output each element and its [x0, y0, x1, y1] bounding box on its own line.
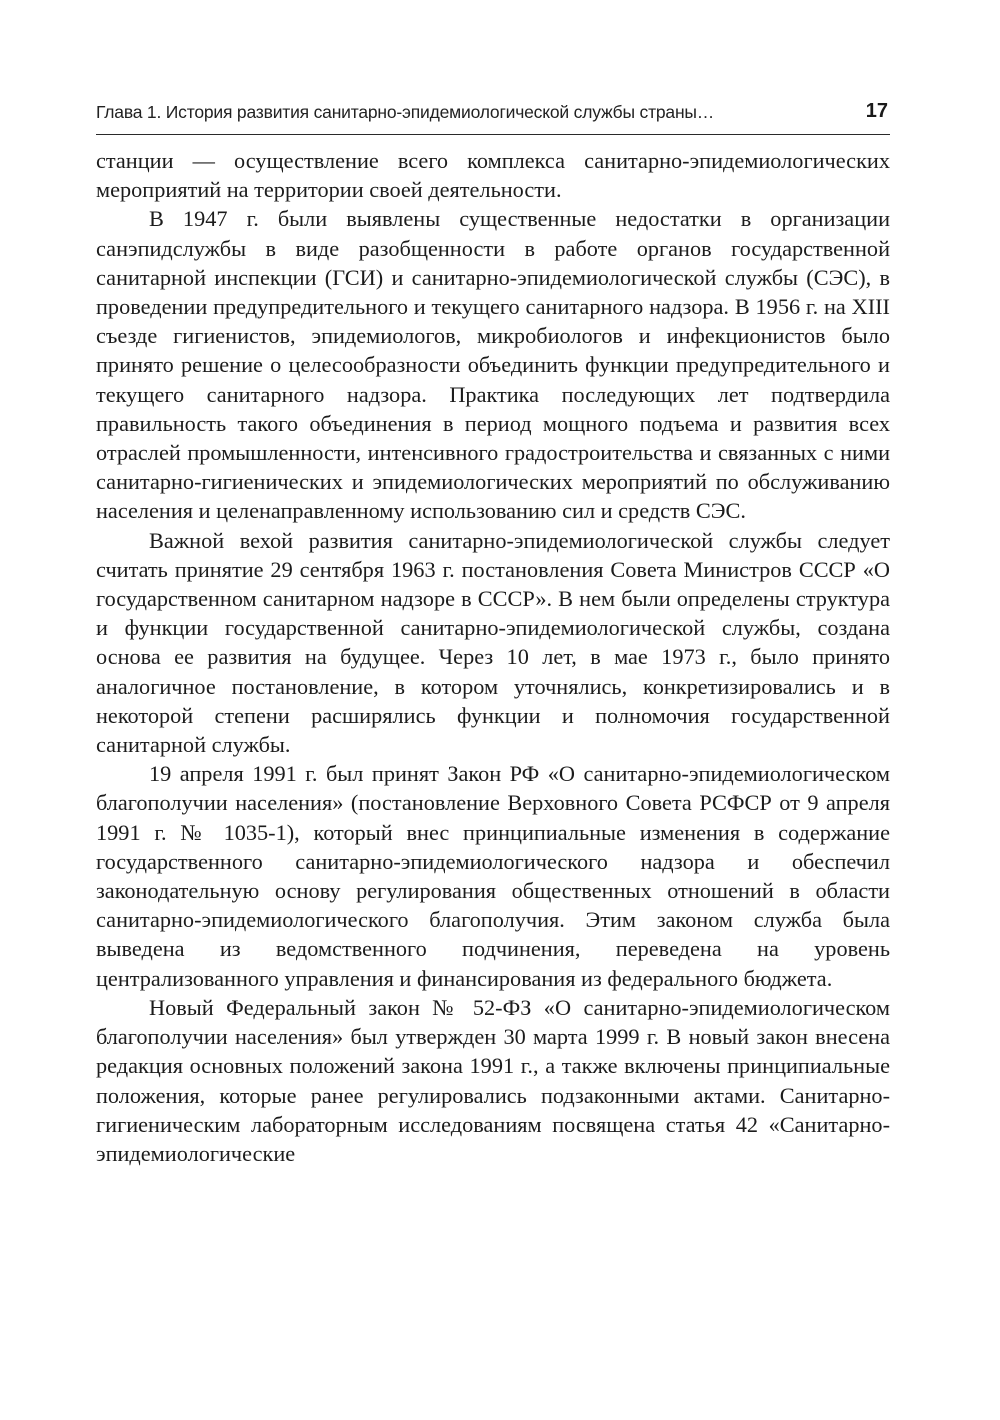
paragraph: В 1947 г. были выявлены существенные недостатки в организации санэпидслужбы в виде разобщенности в работе органов государственной санитарной инспекции (ГСИ) и санитарно-эпидемиологической службы (СЭС), в проведении предупредительного и текущего санитарного надзора. В 1956 г. на XIII съезде гигиенистов, эпидемиологов, микробиологов и инфекционистов было принято решение о целесообразности объединить функции предупредительного и текущего санитарного надзора. Практика последующих лет подтвердила правильность такого объединения в период мощного подъема и развития всех отраслей промышленности, интенсивного градостроительства и связанных с ними санитарно-гигиенических и эпидемиологических мероприятий по обслуживанию населения и целенаправленному использованию сил и средств СЭС.	[96, 206, 890, 524]
paragraph: Важной вехой развития санитарно-эпидемиологической службы следует считать принятие 29 сентября 1963 г. постановления Совета Министров СССР «О государственном санитарном надзоре в СССР». В нем были определены структура и функции государственной санитарно-эпидемиологической службы, создана основа ее развития на будущее. Через 10 лет, в мае 1973 г., было принято аналогичное постановление, в котором уточнялись, конкретизировались и в некоторой степени расширялись функции и полномочия государственной санитарной службы.	[96, 527, 890, 758]
page-number: 17	[865, 100, 888, 122]
paragraph-last: Новый Федеральный закон № 52-ФЗ «О санитарно-эпидемиологическом благополучии населения» был утвержден 30 марта 1999 г. В новый закон внесена редакция основных положений закона 1991 г., а также включены принципиальные положения, которые ранее регулировались подзаконными актами. Санитарно-гигиеническим лабораторным исследованиям посвящена статья 42 «Санитарно-эпидемиологические	[96, 994, 890, 1166]
paragraph-continuation: станции — осуществление всего комплекса санитарно-эпидемиологических мероприятий на территории своей деятельности.	[96, 148, 890, 203]
paragraph: 19 апреля 1991 г. был принят Закон РФ «О санитарно-эпидемиологическом благополучии населения» (постановление Верховного Совета РСФСР от 9 апреля 1991 г. № 1035-1), который внес принципиальные изменения в содержание государственного санитарно-эпидемиологического надзора и обеспечил законодательную основу регулирования общественных отношений в области санитарно-эпидемиологического благополучия. Этим законом служба была выведена из ведомственного подчинения, переведена на уровень централизованного управления и финансирования из федерального бюджета.	[96, 761, 890, 991]
running-header	[96, 98, 890, 135]
body-text	[96, 146, 890, 1168]
chapter-title: Глава 1. История развития санитарно-эпидемиологической службы страны…	[96, 102, 715, 122]
